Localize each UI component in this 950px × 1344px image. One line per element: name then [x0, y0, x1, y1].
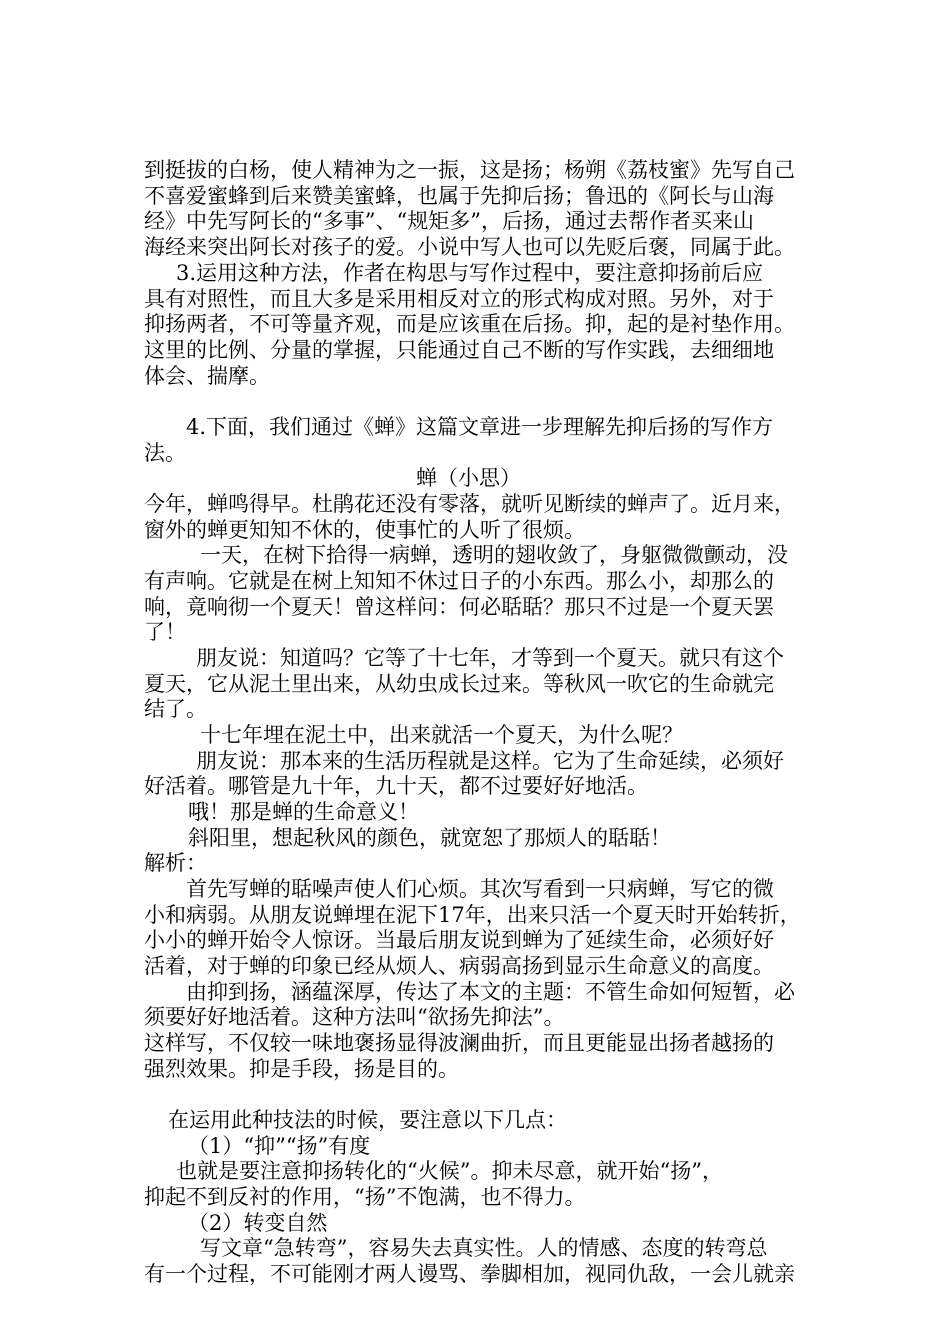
text-line: 具有对照性，而且大多是采用相反对立的形式构成对照。另外，对于 — [144, 287, 774, 311]
text-line: 不喜爱蜜蜂到后来赞美蜜蜂，也属于先抑后扬；鲁迅的《阿长与山海 — [144, 184, 774, 208]
text-line: 写文章“急转弯”，容易失去真实性。人的情感、态度的转弯总 — [200, 1236, 768, 1260]
text-line: 抑扬两者，不可等量齐观，而是应该重在后扬。抑，起的是衬垫作用。 — [144, 312, 795, 336]
text-line: 3.运用这种方法，作者在构思与写作过程中，要注意抑扬前后应 — [176, 261, 764, 285]
text-line: 好活着。哪管是九十年，九十天，都不过要好好地活。 — [144, 774, 648, 798]
text-line: 由抑到扬，涵蕴深厚，传达了本文的主题：不管生命如何短暂，必 — [186, 980, 795, 1004]
text-line: 了！ — [144, 620, 186, 644]
text-line: 小和病弱。从朋友说蝉埋在泥下17年，出来只活一个夏天时开始转折， — [144, 903, 801, 927]
text-line: 活着，对于蝉的印象已经从烦人、病弱高扬到显示生命意义的高度。 — [144, 954, 774, 978]
text-line: 小小的蝉开始令人惊讶。当最后朋友说到蝉为了延续生命，必须好好 — [144, 928, 774, 952]
text-line: 十七年埋在泥土中，出来就活一个夏天，为什么呢？ — [200, 723, 683, 747]
text-line: 这样写，不仅较一味地褒扬显得波澜曲折，而且更能显出扬者越扬的 — [144, 1031, 774, 1055]
text-line: 也就是要注意抑扬转化的“火候”。抑未尽意，就开始“扬”， — [176, 1159, 723, 1183]
text-line: 抑起不到反衬的作用，“扬”不饱满，也不得力。 — [144, 1185, 586, 1209]
text-line: 4.下面，我们通过《蝉》这篇文章进一步理解先抑后扬的写作方 — [186, 415, 774, 439]
text-line: 体会、揣摩。 — [144, 364, 270, 388]
text-line: 经》中先写阿长的“多事”、“规矩多”，后扬，通过去帮作者买来山 — [144, 209, 754, 233]
text-line: 解析： — [144, 851, 207, 875]
text-line: 一天，在树下拾得一病蝉，透明的翅收敛了，身躯微微颤动，没 — [200, 543, 788, 567]
text-line: 哦！那是蝉的生命意义！ — [188, 800, 419, 824]
text-line: 须要好好地活着。这种方法叫“欲扬先抑法”。 — [144, 1005, 565, 1029]
text-line: 首先写蝉的聒噪声使人们心烦。其次写看到一只病蝉，写它的微 — [186, 877, 774, 901]
text-line: 海经来突出阿长对孩子的爱。小说中写人也可以先贬后褒，同属于此。 — [144, 235, 795, 259]
text-line: 有声响。它就是在树上知知不休过日子的小东西。那么小，却那么的 — [144, 569, 774, 593]
text-line: 夏天，它从泥土里出来，从幼虫成长过来。等秋风一吹它的生命就完 — [144, 672, 774, 696]
article-title: 蝉（小思） — [416, 466, 521, 490]
text-line: 斜阳里，想起秋风的颜色，就宽恕了那烦人的聒聒！ — [188, 826, 671, 850]
text-line: （2）转变自然 — [188, 1211, 328, 1235]
text-line: 结了。 — [144, 697, 207, 721]
text-line: 响，竟响彻一个夏天！曾这样问：何必聒聒？那只不过是一个夏天罢 — [144, 595, 774, 619]
text-line: 这里的比例、分量的掌握，只能通过自己不断的写作实践，去细细地 — [144, 338, 774, 362]
text-line: 朋友说：那本来的生活历程就是这样。它为了生命延续，必须好 — [196, 749, 784, 773]
text-line: 有一个过程，不可能刚才两人谩骂、拳脚相加，视同仇敌，一会儿就亲 — [144, 1262, 795, 1286]
text-line: 窗外的蝉更知知不休的，使事忙的人听了很烦。 — [144, 518, 585, 542]
text-line: 到挺拔的白杨，使人精神为之一振，这是扬；杨朔《荔枝蜜》先写自己 — [144, 158, 795, 182]
text-line: 在运用此种技法的时候，要注意以下几点： — [168, 1108, 567, 1132]
text-line: 今年，蝉鸣得早。杜鹃花还没有零落，就听见断续的蝉声了。近月来， — [144, 492, 795, 516]
text-line: （1）“抑”“扬”有度 — [188, 1134, 371, 1158]
text-line: 强烈效果。抑是手段，扬是目的。 — [144, 1057, 459, 1081]
text-line: 法。 — [144, 441, 186, 465]
text-line: 朋友说：知道吗？它等了十七年，才等到一个夏天。就只有这个 — [196, 646, 784, 670]
